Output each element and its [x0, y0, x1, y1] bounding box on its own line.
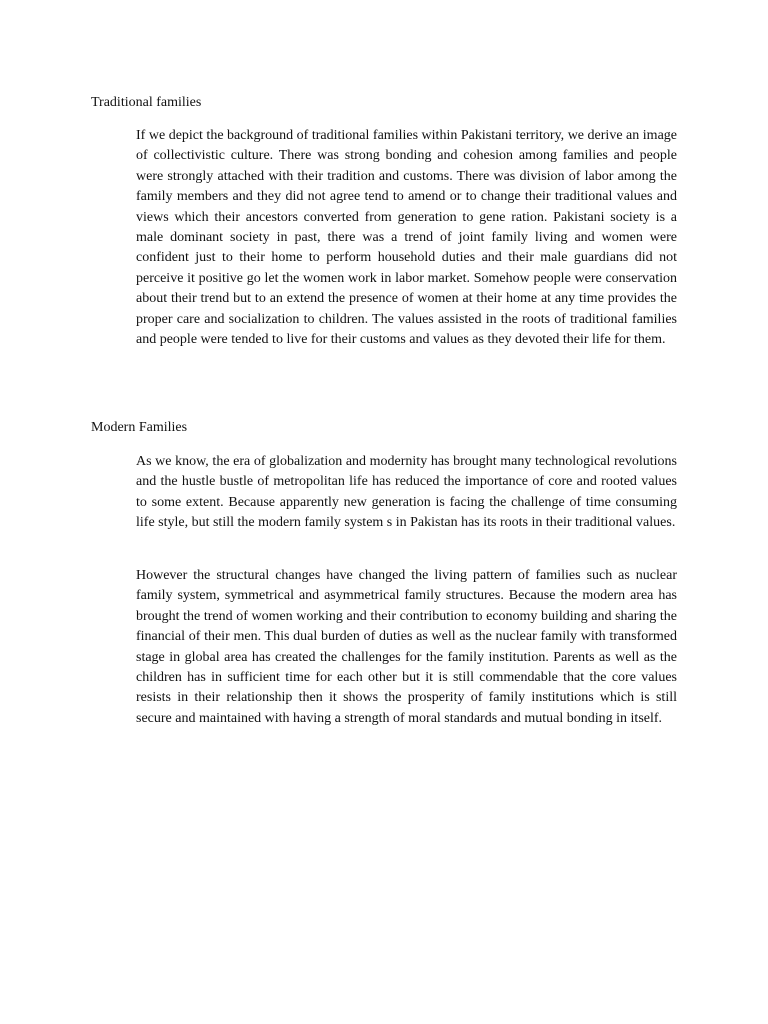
paragraph-modern-families-1: As we know, the era of globalization and modernity has brought many technological revolutions and the hustle bustle of metropolitan life has reduced the importance of core and rooted values to some extent. Because apparently new generation is facing the challenge of time consuming life style, but still the modern family system s in Pakistan has its roots in their traditional values.	[136, 454, 677, 531]
paragraph-modern-families-2: However the structural changes have changed the living pattern of families such as nuclear family system, symmetrical and asymmetrical family structures. Because the modern area has brought the trend of women working and their contribution to economy building and sharing the financial of their men. This dual burden of duties as well as the nuclear family with transformed stage in global area has created the challenges for the family institution. Parents as well as the children has in sufficient time for each other but it is still commendable that the core values resists in their relationship then it shows the prosperity of family institutions which is still secure and maintained with having a strength of moral standards and mutual bonding in itself.	[136, 568, 677, 726]
paragraph-traditional-families: If we depict the background of traditional families within Pakistani territory, we derive an image of collectivistic culture. There was strong bonding and cohesion among families and people were strongly attached with their tradition and customs. There was division of labor among the family members and they did not agree tend to amend or to change their traditional values and views which their ancestors converted from generation to gene ration. Pakistani society is a male dominant society in past, there was a trend of joint family living and women were confident just to their home to perform household duties and their male guardians did not perceive it positive go let the women work in labor market. Somehow people were conservation about their trend but to an extend the presence of women at their home at any time provides the proper care and socialization to children. The values assisted in the roots of traditional families and people were tended to live for their customs and values as they devoted their life for them.	[136, 128, 677, 348]
section-heading-traditional-families: Traditional families	[91, 95, 202, 110]
section-heading-modern-families: Modern Families	[91, 420, 188, 435]
